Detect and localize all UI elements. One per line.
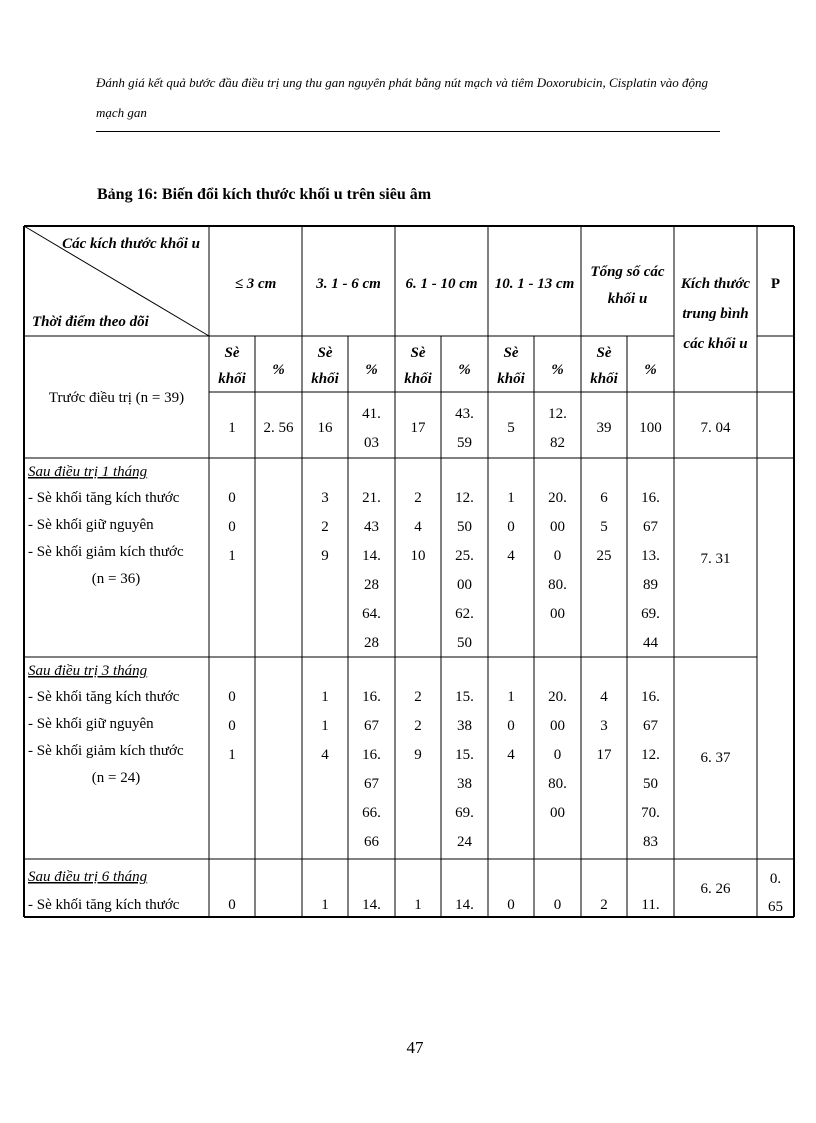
before-cell: 16 [317,420,333,436]
m1-cell: 20. [548,490,567,506]
before-cell: 43. [455,406,474,422]
corner-top-label: Các kích thước khối u [62,236,200,252]
m6-cell: 1 [321,897,329,913]
m3-cell: 1 [321,718,329,734]
m6-mean: 6. 26 [700,881,731,897]
m1-cell: 25 [596,548,612,564]
m3-cell: 24 [457,834,472,850]
m3-cell: 70. [641,805,660,821]
m6-p: 65 [768,899,783,915]
mean-header-line: các khối u [683,336,748,352]
sub-header-count: Sè [410,345,426,361]
m6-cell: 0 [228,897,236,913]
m3-n: (n = 24) [91,770,141,786]
m1-cell: 67 [643,519,658,535]
group-header: 3. 1 - 6 cm [316,276,381,292]
m3-cell: 15. [455,747,474,763]
before-cell: 1 [228,420,236,436]
m1-cell: 21. [362,490,381,506]
m1-cell: 64. [362,606,381,622]
m1-cell: 62. [455,606,474,622]
m1-cell: 10 [410,548,426,564]
m1-cell: 3 [321,490,329,506]
m3-cell: 00 [550,805,565,821]
m1-cell: 4 [507,548,515,564]
m1-cell: 00 [550,519,565,535]
m3-cell: 20. [548,689,567,705]
m1-cell: 0 [228,490,236,506]
m1-title: Sau điều trị 1 tháng [28,464,148,480]
before-cell: 41. [362,406,381,422]
before-cell: 59 [457,435,472,451]
m1-cell: 4 [414,519,422,535]
m3-row-label: - Sè khối giảm kích thước [28,743,184,759]
before-label: Trước điều trị (n = 39) [48,390,185,406]
m3-cell: 1 [321,689,329,705]
m6-row-label: - Sè khối tăng kích thước [28,897,180,913]
m3-cell: 16. [362,689,381,705]
m6-cell: 14. [362,897,381,913]
m3-cell: 67 [364,776,379,792]
m1-cell: 89 [643,577,658,593]
sub-header-pct: % [272,362,285,378]
m1-cell: 69. [641,606,660,622]
m3-cell: 0 [228,718,236,734]
m1-cell: 00 [457,577,472,593]
m3-cell: 2 [414,718,422,734]
before-cell: 17 [410,420,426,436]
group-header: ≤ 3 cm [234,276,277,292]
m3-row-label: - Sè khối giữ nguyên [28,716,154,732]
m1-cell: 28 [364,577,379,593]
m3-cell: 9 [414,747,422,763]
m1-cell: 44 [643,635,658,651]
page-number: 47 [406,1038,424,1057]
sub-header-pct: % [365,362,378,378]
m3-cell: 66. [362,805,381,821]
m3-cell: 17 [596,747,612,763]
m3-cell: 67 [643,718,658,734]
m3-cell: 3 [600,718,608,734]
m1-cell: 50 [457,519,472,535]
m1-cell: 6 [600,490,608,506]
m1-cell: 0 [507,519,515,535]
m1-cell: 1 [507,490,515,506]
before-cell: 100 [639,420,662,436]
m3-cell: 0 [507,718,515,734]
before-mean: 7. 04 [700,420,731,436]
sub-header-count: Sè [596,345,612,361]
m3-cell: 16. [641,689,660,705]
sub-header-count: khối [218,371,246,387]
m3-cell: 0 [228,689,236,705]
m3-cell: 4 [600,689,608,705]
m1-row-label: - Sè khối giảm kích thước [28,544,184,560]
before-cell: 39 [596,420,612,436]
m3-cell: 1 [507,689,515,705]
m1-cell: 00 [550,606,565,622]
corner-bottom-label: Thời điểm theo dõi [32,314,149,330]
m1-cell: 80. [548,577,567,593]
m3-cell: 69. [455,805,474,821]
sub-header-count: khối [497,371,525,387]
m1-cell: 50 [457,635,472,651]
m1-cell: 0 [228,519,236,535]
m6-title: Sau điều trị 6 tháng [28,869,148,885]
sub-header-count: Sè [224,345,240,361]
before-cell: 2. 56 [263,420,294,436]
m1-row-label: - Sè khối giữ nguyên [28,517,154,533]
m3-mean: 6. 37 [700,750,731,766]
m3-cell: 4 [507,747,515,763]
m1-cell: 1 [228,548,236,564]
m3-cell: 00 [550,718,565,734]
p-header: P [770,276,781,292]
sub-header-count: khối [311,371,339,387]
m1-row-label: - Sè khối tăng kích thước [28,490,180,506]
before-cell: 82 [550,435,565,451]
m1-cell: 9 [321,548,329,564]
before-cell: 12. [548,406,567,422]
m3-cell: 83 [643,834,658,850]
m1-cell: 5 [600,519,608,535]
m3-cell: 67 [364,718,379,734]
m1-cell: 2 [321,519,329,535]
m6-cell: 2 [600,897,608,913]
m1-mean: 7. 31 [700,551,731,567]
m3-cell: 16. [362,747,381,763]
m1-cell: 16. [641,490,660,506]
m3-cell: 0 [553,747,562,763]
running-header: Đánh giá kết quả bước đầu điều trị ung thu gan nguyên phát bằng nút mạch và tiêm Doxorubicin, Cisplatin vào động mạch gan [96,75,708,120]
group-header: 6. 1 - 10 cm [405,276,478,292]
sub-header-count: Sè [503,345,519,361]
m3-cell: 12. [641,747,660,763]
total-header-line: Tổng số các [590,264,665,280]
m1-cell: 28 [364,635,379,651]
m3-cell: 38 [457,718,472,734]
sub-header-pct: % [644,362,657,378]
mean-header-line: Kích thước [680,276,751,292]
m3-cell: 50 [643,776,658,792]
m1-cell: 25. [455,548,474,564]
m1-cell: 0 [553,548,562,564]
group-header: 10. 1 - 13 cm [494,276,575,292]
m3-cell: 66 [364,834,379,850]
m3-cell: 4 [321,747,329,763]
m6-cell: 14. [455,897,474,913]
sub-header-count: Sè [317,345,333,361]
m3-cell: 2 [414,689,422,705]
before-cell: 5 [507,420,515,436]
m6-cell: 1 [414,897,422,913]
table-caption: Bảng 16: Biến đổi kích thước khối u trên siêu âm [97,186,432,203]
m6-cell: 0 [507,897,515,913]
m1-cell: 14. [362,548,381,564]
m6-cell: 11. [641,897,660,913]
m3-row-label: - Sè khối tăng kích thước [28,689,180,705]
m3-cell: 15. [455,689,474,705]
m3-cell: 1 [228,747,236,763]
m3-cell: 80. [548,776,567,792]
m1-cell: 12. [455,490,474,506]
m6-cell: 0 [553,897,562,913]
m1-n: (n = 36) [91,571,141,587]
sub-header-pct: % [551,362,564,378]
total-header-line: khối u [607,291,648,307]
before-cell: 03 [364,435,379,451]
m3-title: Sau điều trị 3 tháng [28,663,148,679]
m1-cell: 13. [641,548,660,564]
sub-header-count: khối [590,371,618,387]
m1-cell: 2 [414,490,422,506]
m1-cell: 43 [364,519,379,535]
sub-header-pct: % [458,362,471,378]
m6-p: 0. [769,871,782,887]
sub-header-count: khối [404,371,432,387]
mean-header-line: trung bình [682,306,749,322]
m3-cell: 38 [457,776,472,792]
